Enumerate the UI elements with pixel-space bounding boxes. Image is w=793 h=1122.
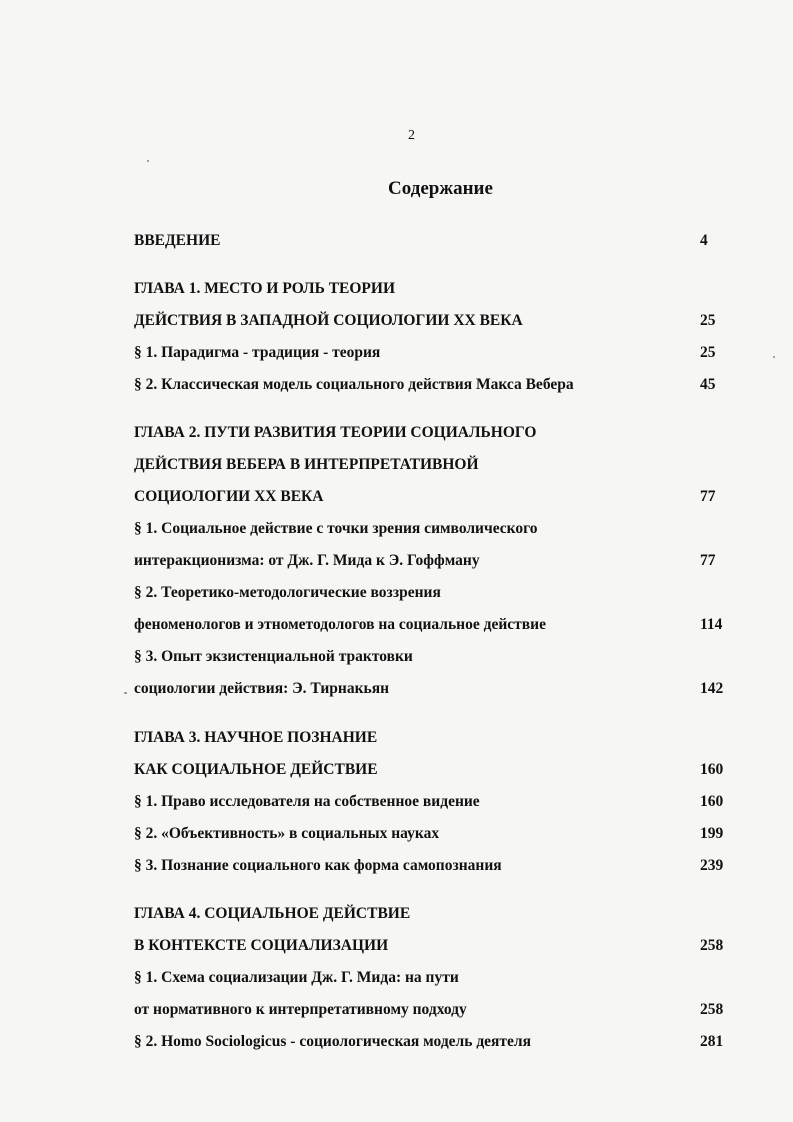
toc-entry xyxy=(134,966,734,990)
toc-entry-page: 199 xyxy=(700,825,724,842)
toc-entry-text: В КОНТЕКСТЕ СОЦИАЛИЗАЦИИ xyxy=(134,937,389,954)
toc-entry-page: 25 xyxy=(700,344,716,361)
toc-entry-page: 239 xyxy=(700,857,724,874)
toc-entry xyxy=(134,277,734,301)
toc-entry-text: § 1. Схема социализации Дж. Г. Мида: на пути xyxy=(134,969,459,986)
toc-entry-text: ГЛАВА 3. НАУЧНОЕ ПОЗНАНИЕ xyxy=(134,729,378,746)
toc-entry-text: ДЕЙСТВИЯ В ЗАПАДНОЙ СОЦИОЛОГИИ XX ВЕКА xyxy=(134,312,523,329)
toc-entry-text: § 3. Познание социального как форма самопознания xyxy=(134,857,502,874)
toc-entry xyxy=(134,581,734,605)
scan-speck xyxy=(147,160,149,162)
toc-entry xyxy=(134,934,734,958)
toc-entry-text: § 1. Парадигма - традиция - теория xyxy=(134,344,381,361)
page-number: 2 xyxy=(408,128,415,143)
toc-entry-text: ДЕЙСТВИЯ ВЕБЕРА В ИНТЕРПРЕТАТИВНОЙ xyxy=(134,456,479,473)
toc-entry-page: 281 xyxy=(700,1033,724,1050)
toc-entry xyxy=(134,613,734,637)
toc-entry xyxy=(134,373,734,397)
toc-entry xyxy=(134,421,734,445)
toc-entry-text: ГЛАВА 1. МЕСТО И РОЛЬ ТЕОРИИ xyxy=(134,280,396,297)
toc-entry-text: § 1. Социальное действие с точки зрения символического xyxy=(134,520,538,537)
toc-entry xyxy=(134,549,734,573)
toc-entry-text: СОЦИОЛОГИИ XX ВЕКА xyxy=(134,488,324,505)
toc-entry-text: § 2. Homo Sociologicus - социологическая модель деятеля xyxy=(134,1033,532,1050)
toc-entry xyxy=(134,309,734,333)
toc-entry xyxy=(134,517,734,541)
toc-entry-page: 77 xyxy=(700,488,716,505)
toc-entry-text: § 3. Опыт экзистенциальной трактовки xyxy=(134,648,413,665)
toc-entry xyxy=(134,453,734,477)
toc-entry-page: 25 xyxy=(700,312,716,329)
toc-entry xyxy=(134,645,734,669)
toc-title: Содержание xyxy=(388,178,493,199)
toc-entry-text: ВВЕДЕНИЕ xyxy=(134,232,221,249)
toc-entry xyxy=(134,998,734,1022)
toc-entry-text: § 2. Классическая модель социального действия Макса Вебера xyxy=(134,376,574,393)
toc-entry xyxy=(134,758,734,782)
toc-entry xyxy=(134,822,734,846)
toc-entry xyxy=(134,790,734,814)
toc-entry xyxy=(134,726,734,750)
toc-entry-text: КАК СОЦИАЛЬНОЕ ДЕЙСТВИЕ xyxy=(134,761,378,778)
toc-entry xyxy=(134,854,734,878)
toc-entry-page: 142 xyxy=(700,680,724,697)
toc-entry-text: § 2. Теоретико-методологические воззрения xyxy=(134,584,441,601)
toc-entry xyxy=(134,229,734,253)
toc-entry-page: 77 xyxy=(700,552,716,569)
toc-entry xyxy=(134,485,734,509)
toc-entry xyxy=(134,1030,734,1054)
scan-speck xyxy=(124,692,127,694)
toc-entry-page: 258 xyxy=(700,937,724,954)
toc-entry-text: § 1. Право исследователя на собственное видение xyxy=(134,793,480,810)
toc-entry-page: 114 xyxy=(700,616,723,633)
toc-entry-page: 258 xyxy=(700,1001,724,1018)
toc-entry-text: ГЛАВА 2. ПУТИ РАЗВИТИЯ ТЕОРИИ СОЦИАЛЬНОГО xyxy=(134,424,537,441)
toc-entry xyxy=(134,677,734,701)
toc-entry xyxy=(134,902,734,926)
toc-entry-page: 160 xyxy=(700,793,724,810)
toc-entry-text: интеракционизма: от Дж. Г. Мида к Э. Гоффману xyxy=(134,552,480,569)
toc-entry-text: ГЛАВА 4. СОЦИАЛЬНОЕ ДЕЙСТВИЕ xyxy=(134,905,411,922)
toc-entry-text: феноменологов и этнометодологов на социальное действие xyxy=(134,616,546,633)
toc-entry-page: 45 xyxy=(700,376,716,393)
scan-speck xyxy=(773,356,775,358)
toc-entry xyxy=(134,341,734,365)
toc-entry-text: социологии действия: Э. Тирнакьян xyxy=(134,680,390,697)
toc-entry-page: 160 xyxy=(700,761,724,778)
toc-entry-page: 4 xyxy=(700,232,708,249)
toc-entry-text: от нормативного к интерпретативному подходу xyxy=(134,1001,467,1018)
toc-entry-text: § 2. «Объективность» в социальных науках xyxy=(134,825,440,842)
